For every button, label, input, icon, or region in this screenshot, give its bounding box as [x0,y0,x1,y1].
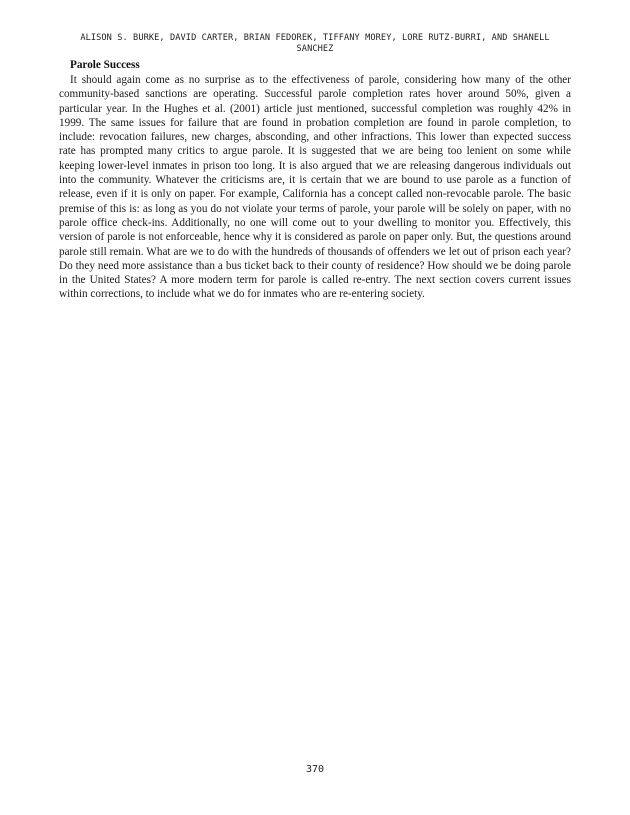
page-number: 370 [305,764,325,775]
running-head: ALISON S. BURKE, DAVID CARTER, BRIAN FEDOREK, TIFFANY MOREY, LORE RUTZ-BURRI, AND SHANELL SANCHEZ [80,33,550,54]
body-paragraph: It should again come as no surprise as to the effectiveness of parole, considering how many of the other community-based sanctions are operating. Successful parole completion rates hover around 50%, given a particular year. In the Hughes et al. (2001) article just mentioned, successful completion was roughly 42% in 1999. The same issues for failure that are found in probation completion are found in parole completion, to include: revocation failures, new charges, absconding, and other infractions. This lower than expected success rate has prompted many critics to argue parole. It is suggested that we are being too lenient on some while keeping lower-level inmates in prison too long. It is also argued that we are releasing dangerous individuals out into the community. Whatever the criticisms are, it is certain that we are bound to use parole as a function of release, even if it is only on paper. For example, California has a concept called non-revocable parole. The basic premise of this is: as long as you do not violate your terms of parole, your parole will be solely on paper, with no parole office check-ins. Additionally, no one will come out to your dwelling to monitor you. Effectively, this version of parole is not enforceable, hence why it is considered as parole on paper only. But, the questions around parole still remain. What are we to do with the hundreds of thousands of offenders we let out of prison each year? Do they need more assistance than a bus ticket back to their county of residence? How should we be doing parole in the United States? A more modern term for parole is called re-entry. The next section covers current issues within corrections, to include what we do for inmates who are re-entering society. [59,74,571,301]
section-heading: Parole Success [70,59,140,71]
